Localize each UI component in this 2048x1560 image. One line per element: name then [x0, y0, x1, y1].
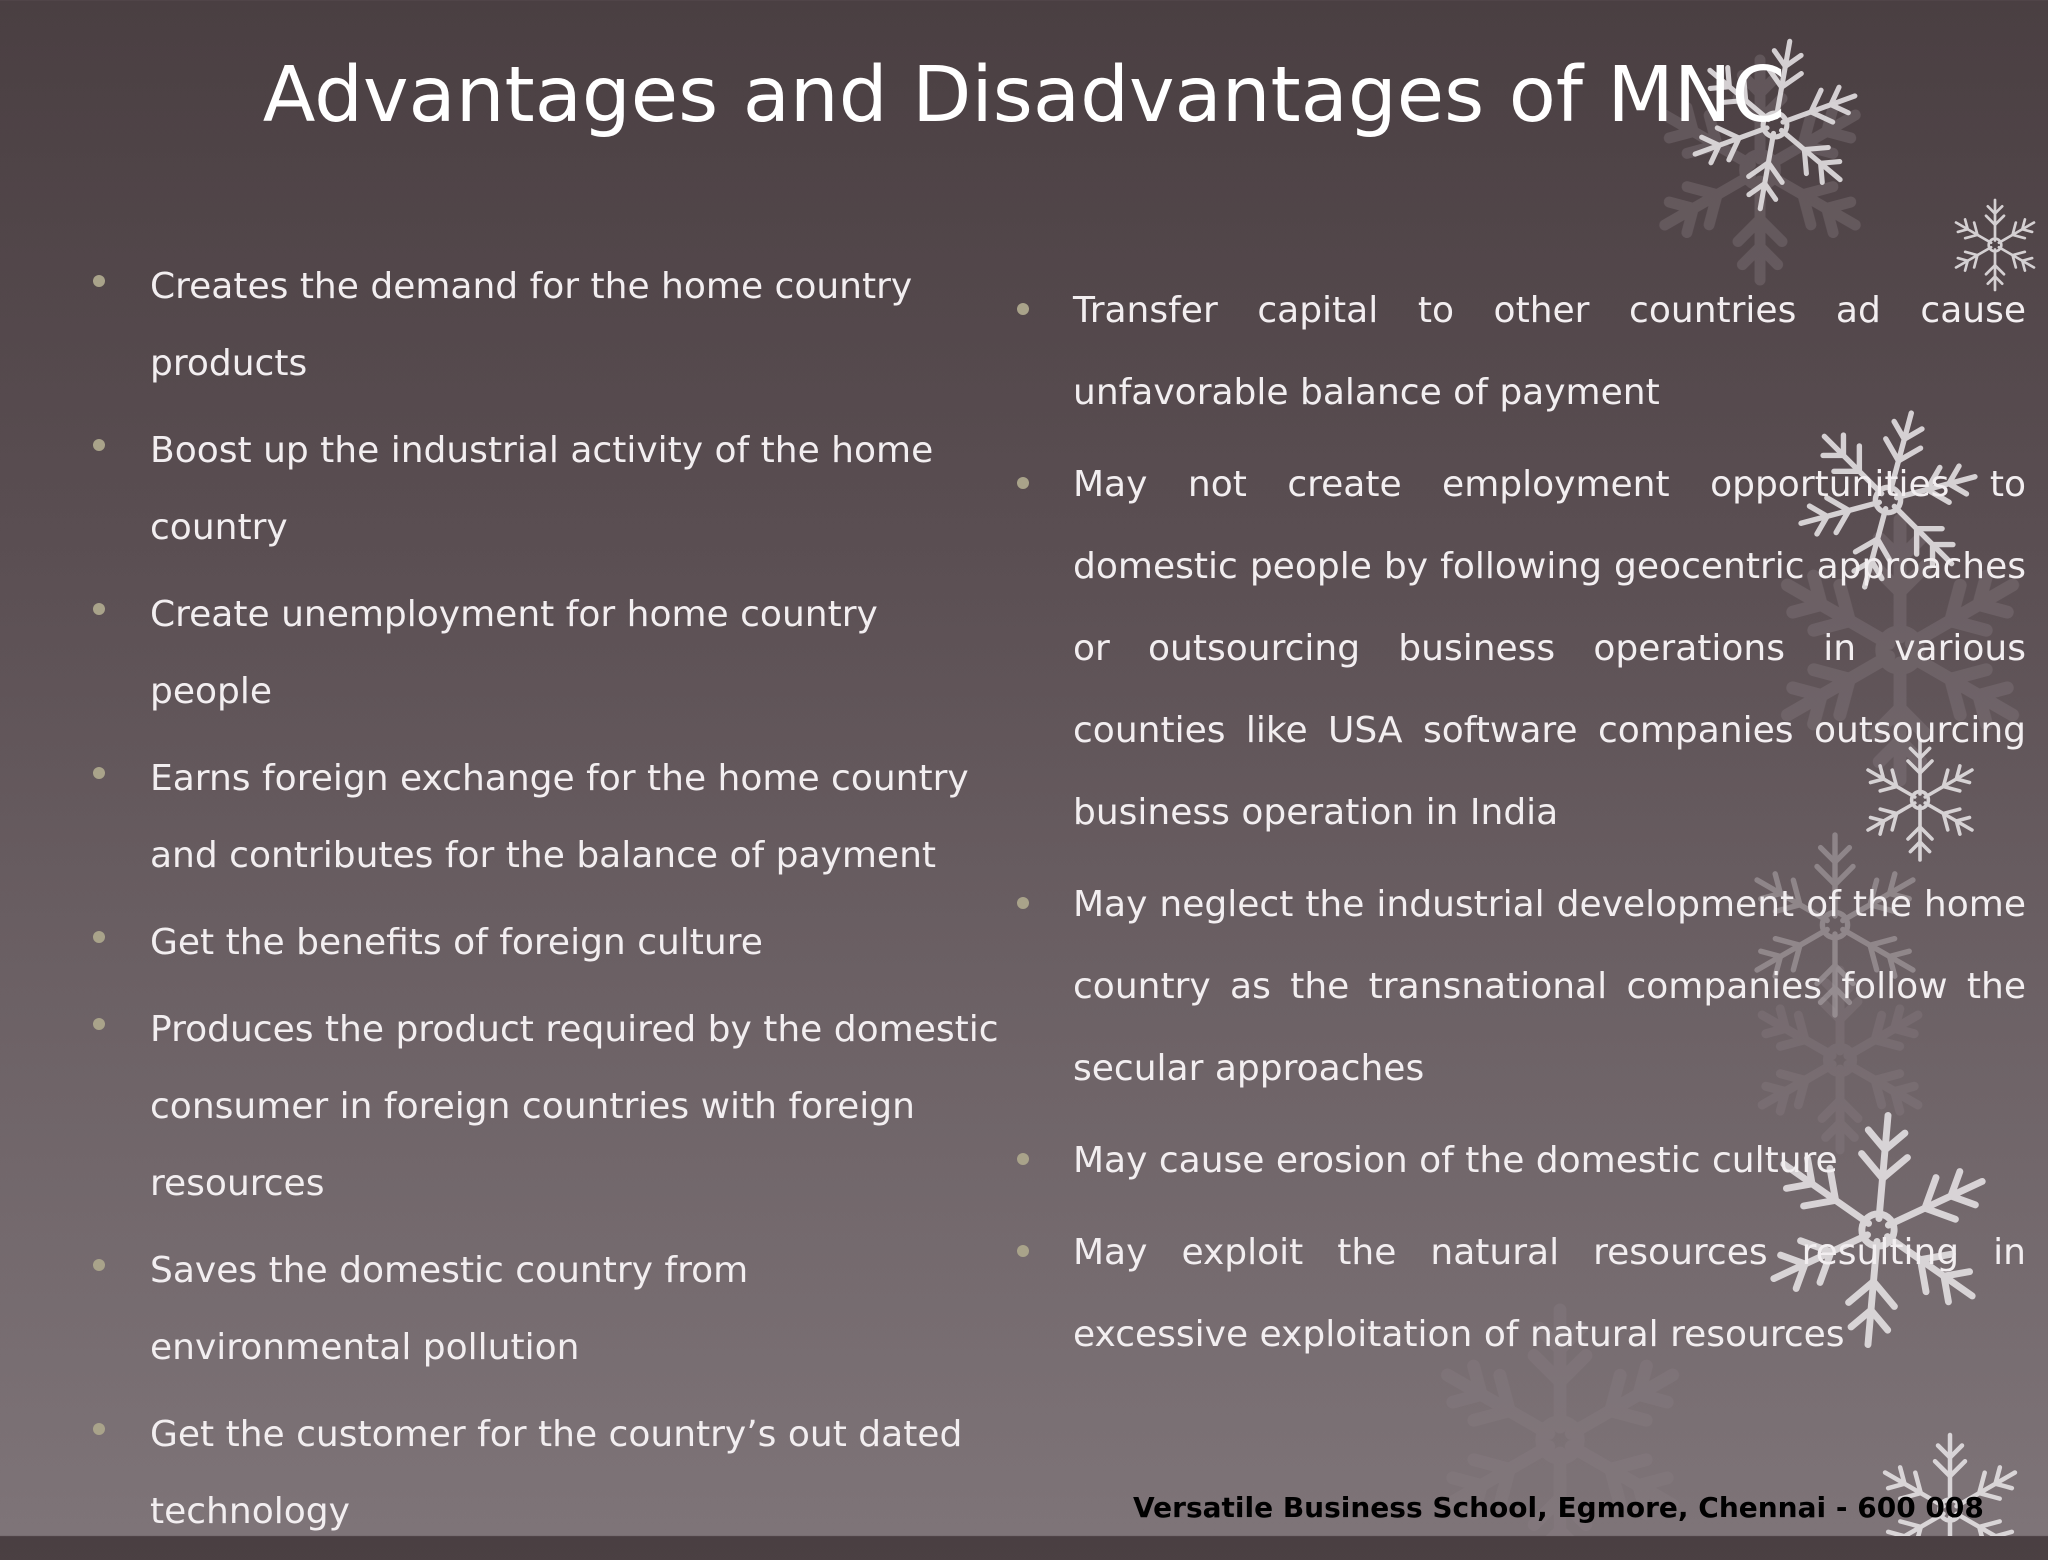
footer-text: Versatile Business School, Egmore, Chennai - 600 008 [1133, 1491, 1984, 1524]
list-item [1073, 444, 2026, 854]
list-item [1073, 1212, 2026, 1376]
bullet-icon [1017, 303, 1029, 315]
bullet-icon [93, 1018, 105, 1030]
bullet-icon [93, 1423, 105, 1435]
bullet-icon [93, 767, 105, 779]
list-item [150, 991, 1010, 1222]
list-item [1073, 1120, 2026, 1202]
bullet-icon [1017, 477, 1029, 489]
list-item-text: Boost up the industrial activity of the home country [150, 430, 934, 548]
bullet-icon [93, 603, 105, 615]
list-item [1073, 864, 2026, 1110]
disadvantages-list [1073, 270, 2026, 1386]
bullet-icon [1017, 1245, 1029, 1257]
list-item [150, 740, 1010, 894]
list-item-text: Get the customer for the country’s out dated technology [150, 1414, 963, 1532]
list-item-text: Create unemployment for home country people [150, 594, 878, 712]
list-item [150, 248, 1010, 402]
bullet-icon [93, 275, 105, 287]
list-item [1073, 270, 2026, 434]
advantages-list [150, 248, 1010, 1560]
list-item [150, 1232, 1010, 1386]
list-item-text: Creates the demand for the home country products [150, 266, 913, 384]
list-item-text: May exploit the natural resources resulting in excessive exploitation of natural resources [1073, 1232, 2026, 1355]
list-item-text: Get the benefits of foreign culture [150, 922, 763, 963]
bullet-icon [93, 439, 105, 451]
list-item [150, 412, 1010, 566]
list-item-text: Earns foreign exchange for the home country and contributes for the balance of payment [150, 758, 969, 876]
slide-title: Advantages and Disadvantages of MNC [262, 51, 1786, 140]
bullet-icon [1017, 1153, 1029, 1165]
list-item-text: Produces the product required by the domestic consumer in foreign countries with foreign resources [150, 1009, 999, 1204]
bullet-icon [1017, 897, 1029, 909]
list-item-text: May cause erosion of the domestic culture [1073, 1140, 1838, 1181]
bullet-icon [93, 931, 105, 943]
list-item [150, 1396, 1010, 1550]
list-item [150, 576, 1010, 730]
bullet-icon [93, 1259, 105, 1271]
list-item [150, 904, 1010, 981]
list-item-text: May not create employment opportunities to domestic people by following geocentric approaches or outsourcing business operations in various counties like USA software companies outsourcing business operation in India [1073, 464, 2026, 833]
list-item-text: Transfer capital to other countries ad cause unfavorable balance of payment [1073, 290, 2026, 413]
list-item-text: May neglect the industrial development of the home country as the transnational companies follow the secular approaches [1073, 884, 2026, 1089]
list-item-text: Saves the domestic country from environmental pollution [150, 1250, 749, 1368]
